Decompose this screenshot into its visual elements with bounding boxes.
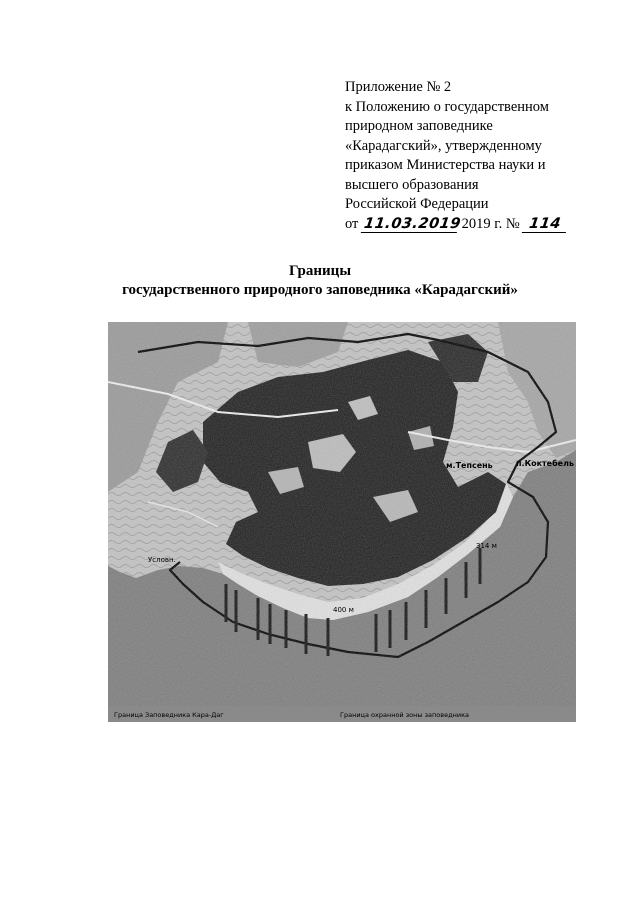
appendix-reference: природном заповеднике: [345, 118, 493, 134]
legend-reserve-boundary: Граница Заповедника Кара-Даг: [114, 711, 224, 719]
label-koktebel: п.Коктебель: [516, 459, 575, 468]
reserve-boundary-map: [108, 322, 576, 722]
appendix-reference: Российской Федерации: [345, 196, 489, 212]
legend-protection-zone: Граница охранной зоны заповедника: [340, 711, 469, 719]
label-height-314: 314 м: [476, 542, 497, 550]
label-legend-left: Условн.: [148, 556, 176, 564]
label-teppen: м.Тепсень: [446, 461, 493, 470]
appendix-reference: высшего образования: [345, 176, 479, 193]
order-date-line: [345, 215, 625, 235]
scan-grain: [108, 322, 576, 722]
document-title: Границы: [288, 263, 352, 279]
from-prefix: от: [345, 215, 359, 232]
appendix-reference: к Положению о государственном: [345, 98, 549, 115]
map-image: [108, 322, 576, 722]
handwritten-date: 11.03.2019: [361, 216, 459, 233]
appendix-number: Приложение № 2: [345, 79, 452, 95]
appendix-header: [345, 78, 625, 234]
year-suffix: 2019 г. №: [461, 215, 520, 232]
handwritten-number: 114: [522, 216, 568, 233]
appendix-reference: приказом Министерства науки и: [345, 157, 546, 173]
label-height-400: 400 м: [333, 606, 354, 614]
document-subtitle: государственного природного заповедника «Карадагский»: [122, 282, 518, 298]
appendix-reference: «Карадагский», утвержденному: [345, 137, 542, 154]
